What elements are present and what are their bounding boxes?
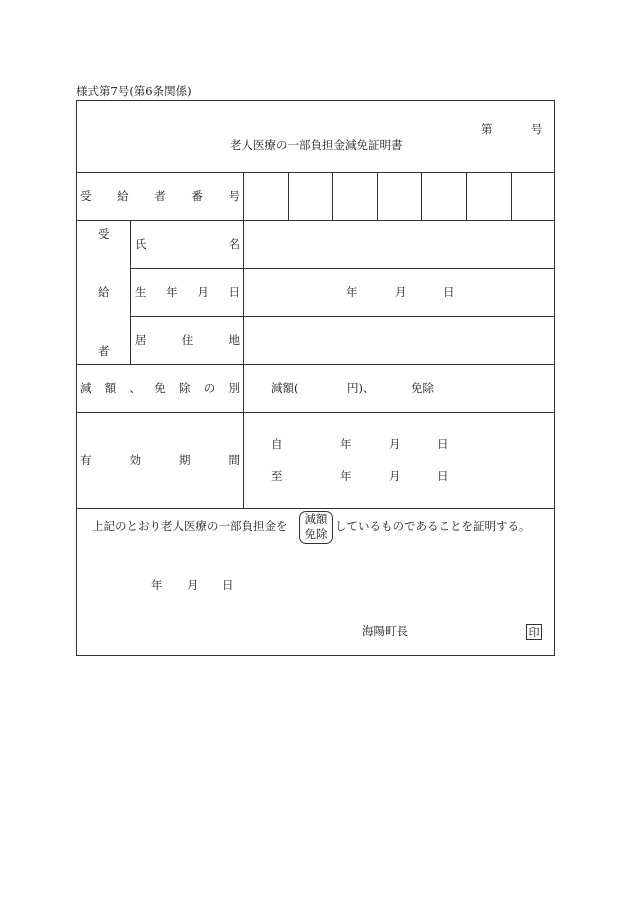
label-char: 号 <box>228 189 240 203</box>
validity-from-day: 日 <box>437 437 449 451</box>
row-divider-7 <box>76 508 555 509</box>
label-char: 、 <box>129 381 141 395</box>
label-char: 日 <box>228 285 240 299</box>
form-title: 老人医療の一部負担金減免証明書 <box>230 138 403 152</box>
label-char: 受 <box>80 189 92 203</box>
label-char: 名 <box>228 237 240 251</box>
row-divider-5 <box>76 364 555 365</box>
certification-day: 日 <box>222 578 234 592</box>
recipient-group-char: 者 <box>98 344 110 358</box>
recipient-group-char: 受 <box>98 227 110 241</box>
name-field[interactable] <box>244 221 554 268</box>
reduction-amount-field[interactable] <box>312 377 346 399</box>
label-char: 居 <box>135 333 147 347</box>
label-char: 除 <box>179 381 191 395</box>
address-field[interactable] <box>244 317 554 364</box>
recipient-number-digit-box[interactable] <box>244 173 288 220</box>
seal-mark-icon <box>526 624 542 640</box>
validity-to-month: 月 <box>389 469 401 483</box>
validity-to-day: 日 <box>437 469 449 483</box>
label-char: 氏 <box>135 237 147 251</box>
reduction-amount-prefix: 減額( <box>271 381 299 395</box>
recipient-group-char: 給 <box>98 285 110 299</box>
issuer-name: 海陽町長 <box>362 624 408 638</box>
certification-month: 月 <box>187 578 199 592</box>
seal-label: 印 <box>528 625 540 639</box>
label-char: 年 <box>166 285 178 299</box>
recipient-number-label <box>80 191 240 203</box>
label-char: 給 <box>117 189 129 203</box>
label-char: 効 <box>129 453 141 467</box>
label-char: 免 <box>154 381 166 395</box>
validity-to-label: 至 <box>271 469 283 483</box>
birth-year-unit: 年 <box>346 285 358 299</box>
reduction-type-label <box>80 383 240 395</box>
recipient-number-digit-box[interactable] <box>512 173 554 220</box>
address-label <box>135 335 240 347</box>
reduce-option[interactable]: 減額 <box>304 512 328 526</box>
label-char: の <box>203 381 216 395</box>
birth-day-unit: 日 <box>443 285 455 299</box>
label-char: 番 <box>191 189 203 203</box>
reduce-exempt-options <box>301 512 331 542</box>
validity-period-label <box>80 455 240 467</box>
number-suffix: 号 <box>531 122 543 136</box>
name-label <box>135 239 240 251</box>
exemption-option[interactable]: 免除 <box>411 381 434 395</box>
label-char: 者 <box>154 189 166 203</box>
number-prefix: 第 <box>481 122 493 136</box>
label-char: 地 <box>228 333 240 347</box>
birth-date-label <box>135 287 240 299</box>
certification-text-after: しているものであることを証明する。 <box>335 519 531 533</box>
validity-to-year: 年 <box>340 469 352 483</box>
label-char: 別 <box>228 381 240 395</box>
form-style-label: 様式第7号(第6条関係) <box>76 84 192 98</box>
label-char: 月 <box>197 285 209 299</box>
recipient-number-digit-box[interactable] <box>289 173 332 220</box>
birth-month-unit: 月 <box>395 285 407 299</box>
certification-text-before: 上記のとおり老人医療の一部負担金を <box>92 519 288 533</box>
label-char: 有 <box>80 453 92 467</box>
label-char: 生 <box>135 285 147 299</box>
validity-period-field[interactable] <box>244 413 554 508</box>
label-char: 額 <box>104 381 117 395</box>
validity-from-year: 年 <box>340 437 352 451</box>
label-char: 間 <box>228 453 240 467</box>
validity-from-label: 自 <box>271 437 283 451</box>
recipient-number-digit-box[interactable] <box>467 173 511 220</box>
label-char: 減 <box>80 381 92 395</box>
recipient-number-digit-box[interactable] <box>422 173 466 220</box>
recipient-number-digit-box[interactable] <box>333 173 377 220</box>
recipient-group-divider <box>130 220 131 364</box>
recipient-number-digit-box[interactable] <box>378 173 421 220</box>
label-char: 住 <box>181 333 194 347</box>
reduction-amount-suffix: 円)、 <box>347 381 375 395</box>
validity-from-month: 月 <box>389 437 401 451</box>
label-char: 期 <box>179 453 191 467</box>
certification-year: 年 <box>151 578 163 592</box>
exempt-option[interactable]: 免除 <box>304 527 328 541</box>
